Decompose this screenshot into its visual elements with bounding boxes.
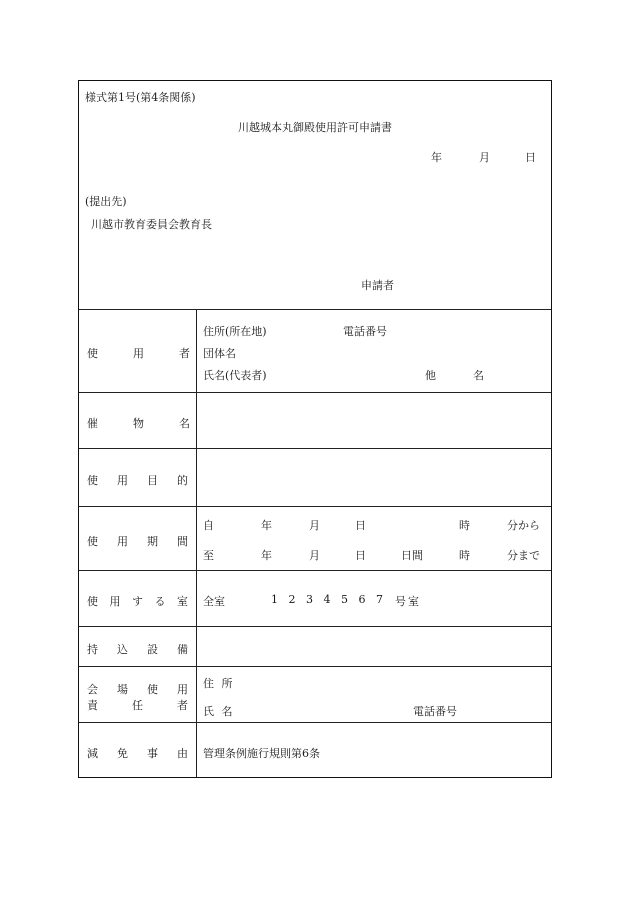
room-number-list — [271, 593, 394, 606]
row-manager: 会 場 使 用 責 任 者 住 所 氏 名 電話番号 — [79, 667, 551, 723]
row-user: 使 用 者 住所(所在地) 電話番号 団体名 氏名(代表者) 他 名 — [79, 309, 551, 393]
event-name-field[interactable] — [197, 393, 551, 448]
equipment-field[interactable] — [197, 627, 551, 666]
room-number[interactable]: 6 — [358, 593, 366, 606]
user-phone-label: 電話番号 — [343, 325, 387, 338]
purpose-field[interactable] — [197, 449, 551, 506]
user-name-label: 氏名(代表者) — [203, 369, 267, 382]
room-number[interactable]: 2 — [288, 593, 296, 606]
manager-name-label: 氏 名 — [203, 705, 235, 718]
applicant-label: 申請者 — [361, 279, 394, 292]
date-month: 月 — [479, 151, 490, 164]
user-others-label: 他 — [425, 369, 436, 382]
application-form — [78, 80, 552, 778]
room-number[interactable]: 5 — [341, 593, 348, 606]
submit-to-label: (提出先) — [85, 195, 127, 208]
exemption-reason: 管理条例施行規則第6条 — [203, 747, 320, 760]
form-header — [79, 81, 551, 310]
room-number[interactable]: 4 — [323, 593, 331, 606]
date-year: 年 — [431, 151, 442, 164]
form-number: 様式第1号(第4条関係) — [85, 91, 196, 104]
manager-phone-label: 電話番号 — [413, 705, 457, 718]
room-number[interactable]: 1 — [271, 593, 278, 606]
rooms-all-option[interactable]: 全室 — [203, 595, 225, 608]
room-unit: 号室 — [395, 595, 421, 608]
period-from-label: 自 — [203, 519, 214, 532]
date-day: 日 — [525, 151, 536, 164]
row-equipment: 持 込 設 備 — [79, 627, 551, 667]
row-rooms: 使 用 す る 室 全室 1 2 3 4 5 6 7 号室 — [79, 571, 551, 627]
form-title: 川越城本丸御殿使用許可申請書 — [238, 121, 392, 134]
room-number[interactable]: 7 — [376, 593, 383, 606]
user-address-label: 住所(所在地) — [203, 325, 267, 338]
recipient: 川越市教育委員会教育長 — [91, 218, 212, 231]
user-group-label: 団体名 — [203, 347, 236, 360]
row-period: 使 用 期 間 自 年 月 日 時 分から 至 年 月 日 日間 時 分まで — [79, 507, 551, 571]
room-number[interactable]: 3 — [306, 593, 313, 606]
period-to-label: 至 — [203, 549, 214, 562]
row-purpose: 使 用 目 的 — [79, 449, 551, 507]
row-exemption: 減 免 事 由 管理条例施行規則第6条 — [79, 723, 551, 777]
manager-address-label: 住 所 — [203, 677, 235, 690]
user-count-unit: 名 — [473, 369, 484, 382]
row-event: 催 物 名 — [79, 393, 551, 449]
